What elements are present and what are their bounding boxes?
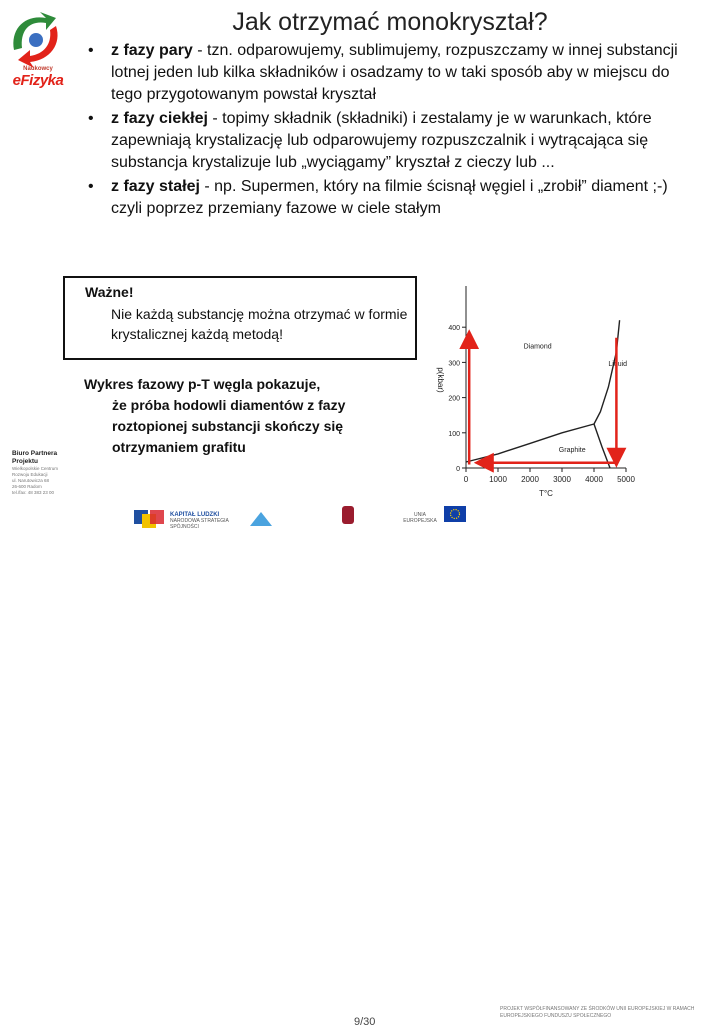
bullet-solid [88,176,698,220]
x-tick-label: 4000 [585,475,603,484]
region-label: Liquid [608,360,628,368]
bullet-icon: • [88,42,94,59]
partner-office-line: tel./fax: 48 383 23 00 [12,490,55,495]
partner-office-line: Wielkopolskie Centrum [12,466,59,471]
x-axis-label: T°C [539,489,553,498]
y-tick-label: 400 [448,325,460,333]
y-tick-label: 200 [448,395,460,403]
note-line: otrzymaniem grafitu [112,439,246,455]
slide-title: Jak otrzymać monokryształ? [232,8,548,36]
bullet-liquid [88,108,698,174]
logo-big-text: eFizyka [12,72,64,89]
x-tick-label: 5000 [617,475,635,484]
region-label: Diamond [523,343,552,351]
bullet-icon: • [88,110,94,127]
logo-text [8,66,68,89]
kapital-ludzki-text [170,512,230,530]
kapital-title: KAPITAŁ LUDZKI [170,512,220,518]
eu-funding-note: PROJEKT WSPÓŁFINANSOWANY ZE ŚRODKÓW UNII EUROPEJSKIEJ W RAMACH EUROPEJSKIEGO FUNDUSZU SPOŁECZNEGO [500,1006,695,1019]
bullet-text: - topimy składnik (składniki) i zestalamy je w warunkach, które zapewniają krystalizację lub odparowujemy rozpuszczalnik i wytrącająca się substancja krystalizuje lub „wyciągamy” kryształ z cieczy lub ... [111,110,652,171]
x-tick-label: 3000 [553,475,571,484]
phase-diagram-chart [426,270,678,500]
bullet-vapor [88,40,698,106]
bullet-head: z fazy pary [111,42,193,59]
efizyka-logo-icon [6,8,64,68]
y-axis-label: p(kbar) [436,367,445,393]
bullet-text: - np. Supermen, który na filmie ścisnął węgiel i „zrobił” diament ;-) czyli poprzez przemiany fazowe w ciele stałym [111,178,668,217]
note-line: Wykres fazowy p-T węgla pokazuje, [84,376,321,392]
x-tick-label: 0 [463,475,469,484]
x-tick-label: 2000 [521,475,539,484]
eu-flag-icon [444,506,466,522]
chart-background [426,270,678,500]
partner-office-line: ul. Narutowicza 68 [12,478,50,483]
bullet-list [88,40,698,222]
partner-office [12,450,72,496]
x-tick-label: 1000 [489,475,507,484]
y-tick-label: 0 [456,466,460,473]
sidebar [0,0,70,540]
note-line: roztopionej substancji skończy się [112,418,344,434]
eu-label: UNIA EUROPEJSKA [403,512,437,524]
bullet-text: - tzn. odparowujemy, sublimujemy, rozpuszczamy w innej substancji lotnej jeden lub kilka składników i osadzamy to w taki sposób aby w miejscu do tego przygotowanym powstał kryształ [111,42,678,103]
page-number: 9/30 [354,1016,376,1028]
important-body: Nie każdą substancję można otrzymać w formie krystalicznej każdą metodą! [111,306,408,342]
phase-diagram-note [84,374,404,458]
note-line: że próba hodowli diamentów z fazy [112,397,346,413]
region-label: Graphite [558,447,586,455]
partner-office-title: Biuro Partnera Projektu [12,450,58,465]
footer [0,500,720,1028]
bullet-head: z fazy stałej [111,178,200,195]
partner-logo-icon [246,508,276,530]
partner-office-line: 26-600 Radom [12,484,42,489]
bullet-icon: • [88,178,94,195]
kapital-ludzki-logo-icon [132,508,168,530]
y-tick-label: 100 [448,430,460,438]
y-tick-label: 300 [448,360,460,368]
logo-small-text: Naukowcy [23,66,53,72]
partner-office-line: Rozwoju Edukacji [12,472,48,477]
university-logo-icon [340,504,356,526]
kapital-sub: NARODOWA STRATEGIA SPÓJNOŚCI [170,518,229,530]
bullet-head: z fazy ciekłej [111,110,208,127]
important-box [63,276,417,360]
important-title: Ważne! [85,284,134,300]
